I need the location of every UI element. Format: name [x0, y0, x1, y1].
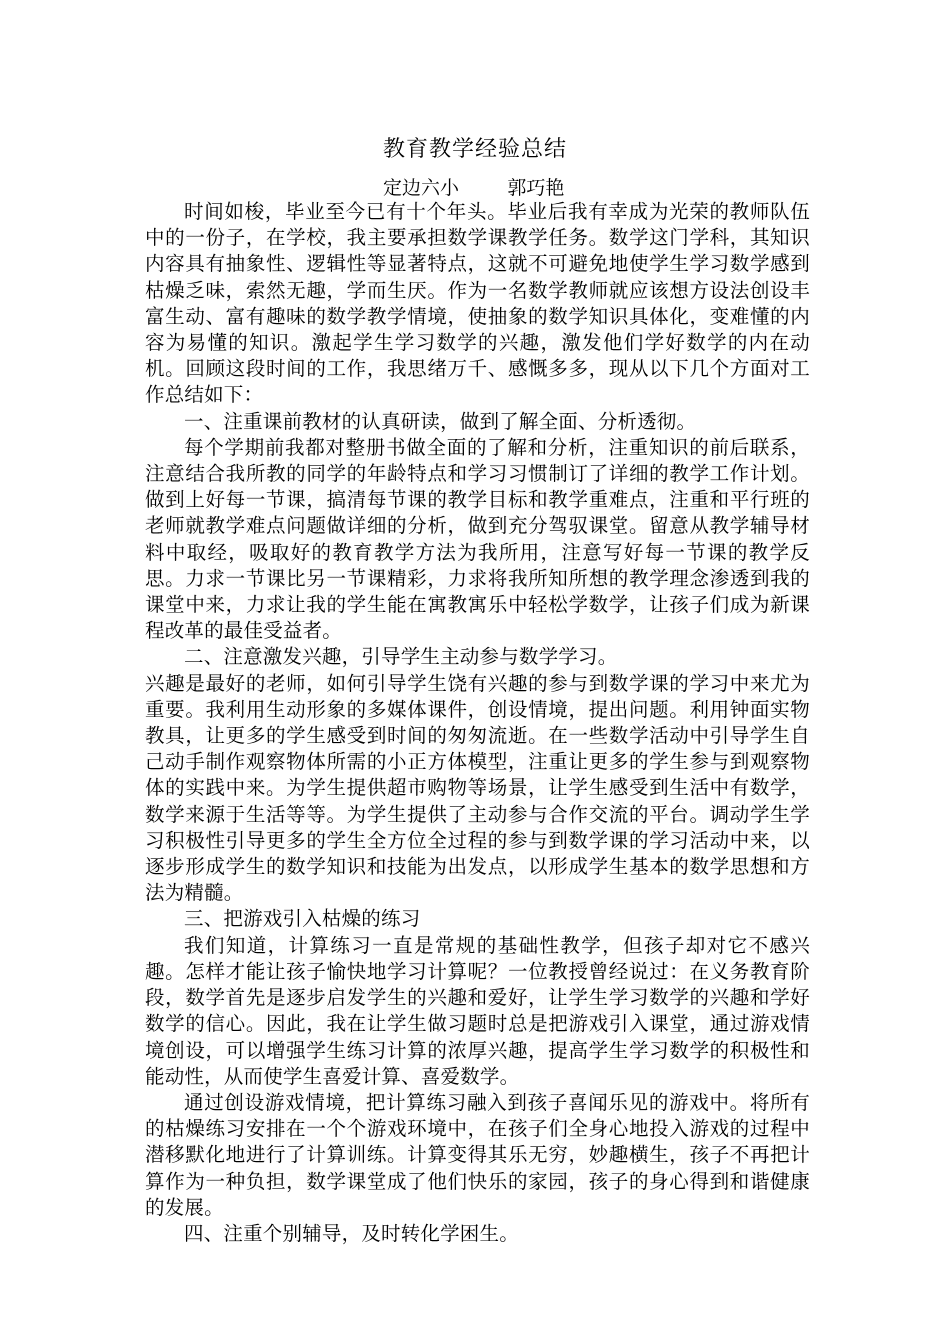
section-heading-3: 三、把游戏引入枯燥的练习: [184, 907, 421, 931]
section-heading-2: 二、注意激发兴趣，引导学生主动参与数学学习。: [184, 645, 618, 669]
document-body: [145, 199, 810, 1247]
document-title: 教育教学经验总结: [382, 137, 567, 162]
paragraph-section-2: 兴趣是最好的老师，如何引导学生饶有兴趣的参与到数学课的学习中来尤为重要。我利用生动形象的多媒体课件，创设情境，提出问题。利用钟面实物教具，让更多的学生感受到时间的匆匆流逝。在一些数学活动中引导学生自己动手制作观察物体所需的小正方体模型，注重让更多的学生参与到观察物体的实践中来。为学生提供超市购物等场景，让学生感受到生活中有数学，数学来源于生活等等。为学生提供了主动参与合作交流的平台。调动学生学习积极性引导更多的学生全方位全过程的参与到数学课的学习活动中来，以逐步形成学生的数学知识和技能为出发点，以形成学生基本的数学思想和方法为精髓。: [145, 671, 810, 905]
paragraph-section-3a: 我们知道，计算练习一直是常规的基础性教学，但孩子却对它不感兴趣。怎样才能让孩子愉快地学习计算呢？一位教授曾经说过：在义务教育阶段，数学首先是逐步启发学生的兴趣和爱好，让学生学习数学的兴趣和学好数学的信心。因此，我在让学生做习题时总是把游戏引入课堂，通过游戏情境创设，可以增强学生练习计算的浓厚兴趣，提高学生学习数学的积极性和能动性，从而使学生喜爱计算、喜爱数学。: [145, 933, 810, 1088]
paragraph-section-3b: 通过创设游戏情境，把计算练习融入到孩子喜闻乐见的游戏中。将所有的枯燥练习安排在一个个游戏环境中，在孩子们全身心地投入游戏的过程中潜移默化地进行了计算训练。计算变得其乐无穷，妙趣横生，孩子不再把计算作为一种负担，数学课堂成了他们快乐的家园，孩子的身心得到和谐健康的发展。: [145, 1090, 810, 1219]
author-line: 定边六小 郭巧艳: [383, 177, 565, 199]
paragraph-intro: 时间如梭，毕业至今已有十个年头。毕业后我有幸成为光荣的教师队伍中的一份子，在学校，我主要承担数学课教学任务。数学这门学科，其知识内容具有抽象性、逻辑性等显著特点，这就不可避免地使学生学习数学感到枯燥乏味，索然无趣，学而生厌。作为一名数学教师就应该想方设法创设丰富生动、富有趣味的数学教学情境，使抽象的数学知识具体化，变难懂的内容为易懂的知识。激起学生学习数学的兴趣，激发他们学好数学的内在动机。回顾这段时间的工作，我思绪万千、感慨多多，现从以下几个方面对工作总结如下：: [145, 200, 810, 407]
section-heading-1: 一、注重课前教材的认真研读，做到了解全面、分析透彻。: [184, 409, 697, 433]
paragraph-section-1: 每个学期前我都对整册书做全面的了解和分析，注重知识的前后联系，注意结合我所教的同学的年龄特点和学习习惯制订了详细的教学工作计划。做到上好每一节课，搞清每节课的教学目标和教学重难点，注重和平行班的老师就教学难点问题做详细的分析，做到充分驾驭课堂。留意从教学辅导材料中取经，吸取好的教育教学方法为我所用，注意写好每一节课的教学反思。力求一节课比另一节课精彩，力求将我所知所想的教学理念渗透到我的课堂中来，力求让我的学生能在寓教寓乐中轻松学数学，让孩子们成为新课程改革的最佳受益者。: [145, 435, 810, 643]
section-heading-4: 四、注重个别辅导，及时转化学困生。: [184, 1221, 519, 1245]
